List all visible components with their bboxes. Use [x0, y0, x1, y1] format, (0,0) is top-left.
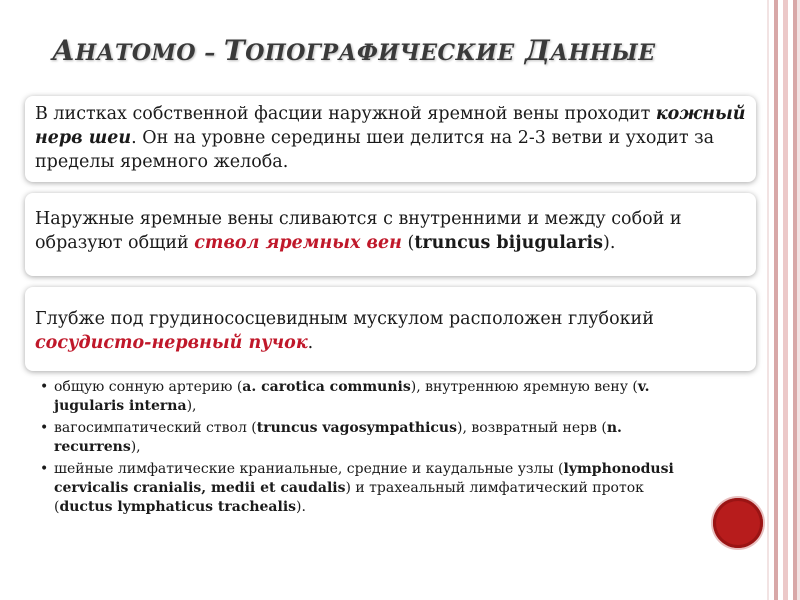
term-neurovascular-bundle: сосудисто-нервный пучок	[35, 333, 308, 353]
list-item: • общую сонную артерию (a. carotica communis), внутреннюю яремную вену (v. jugularis interna),	[40, 379, 650, 414]
text-box-jugular-veins: Наружные яремные вены сливаются с внутренними и между собой и образуют общий ствол яремных вен (truncus bijugularis).	[25, 193, 756, 276]
term-cutaneous-nerve: кожный нерв шеи	[35, 104, 746, 148]
text-box-neurovascular-bundle: Глубже под грудиноcосцевидным мускулом расположен глубокий сосудисто-нервный пучок.	[25, 287, 756, 371]
bullet-icon: •	[40, 379, 49, 395]
list-item: • шейные лимфатические краниальные, средние и каудальные узлы (lymphonodusi cervicalis cranialis, medii et caudalis) и трахеальный лимфатический проток (ductus lymphaticus trachealis).	[40, 461, 674, 515]
text-box-cutaneous-nerve: В листках собственной фасции наружной яремной вены проходит кожный нерв шеи. Он на уровне середины шеи делится на 2-3 ветви и уходит за пределы яремного желоба.	[25, 96, 756, 182]
term-jugular-trunk: ствол яремных вен	[194, 233, 402, 253]
decorative-stripes	[762, 0, 800, 600]
slide-title: АНАТОМО – ТОПОГРАФИЧЕСКИЕ ДАННЫЕ	[52, 34, 656, 67]
bullet-icon: •	[40, 461, 49, 477]
bundle-contents-list	[40, 378, 700, 520]
list-item: • вагосимпатический ствол (truncus vagosympathicus), возвратный нерв (n. recurrens),	[40, 420, 622, 455]
bullet-icon: •	[40, 420, 49, 436]
decorative-red-circle	[713, 498, 763, 548]
latin-term: truncus bijugularis	[414, 233, 603, 253]
